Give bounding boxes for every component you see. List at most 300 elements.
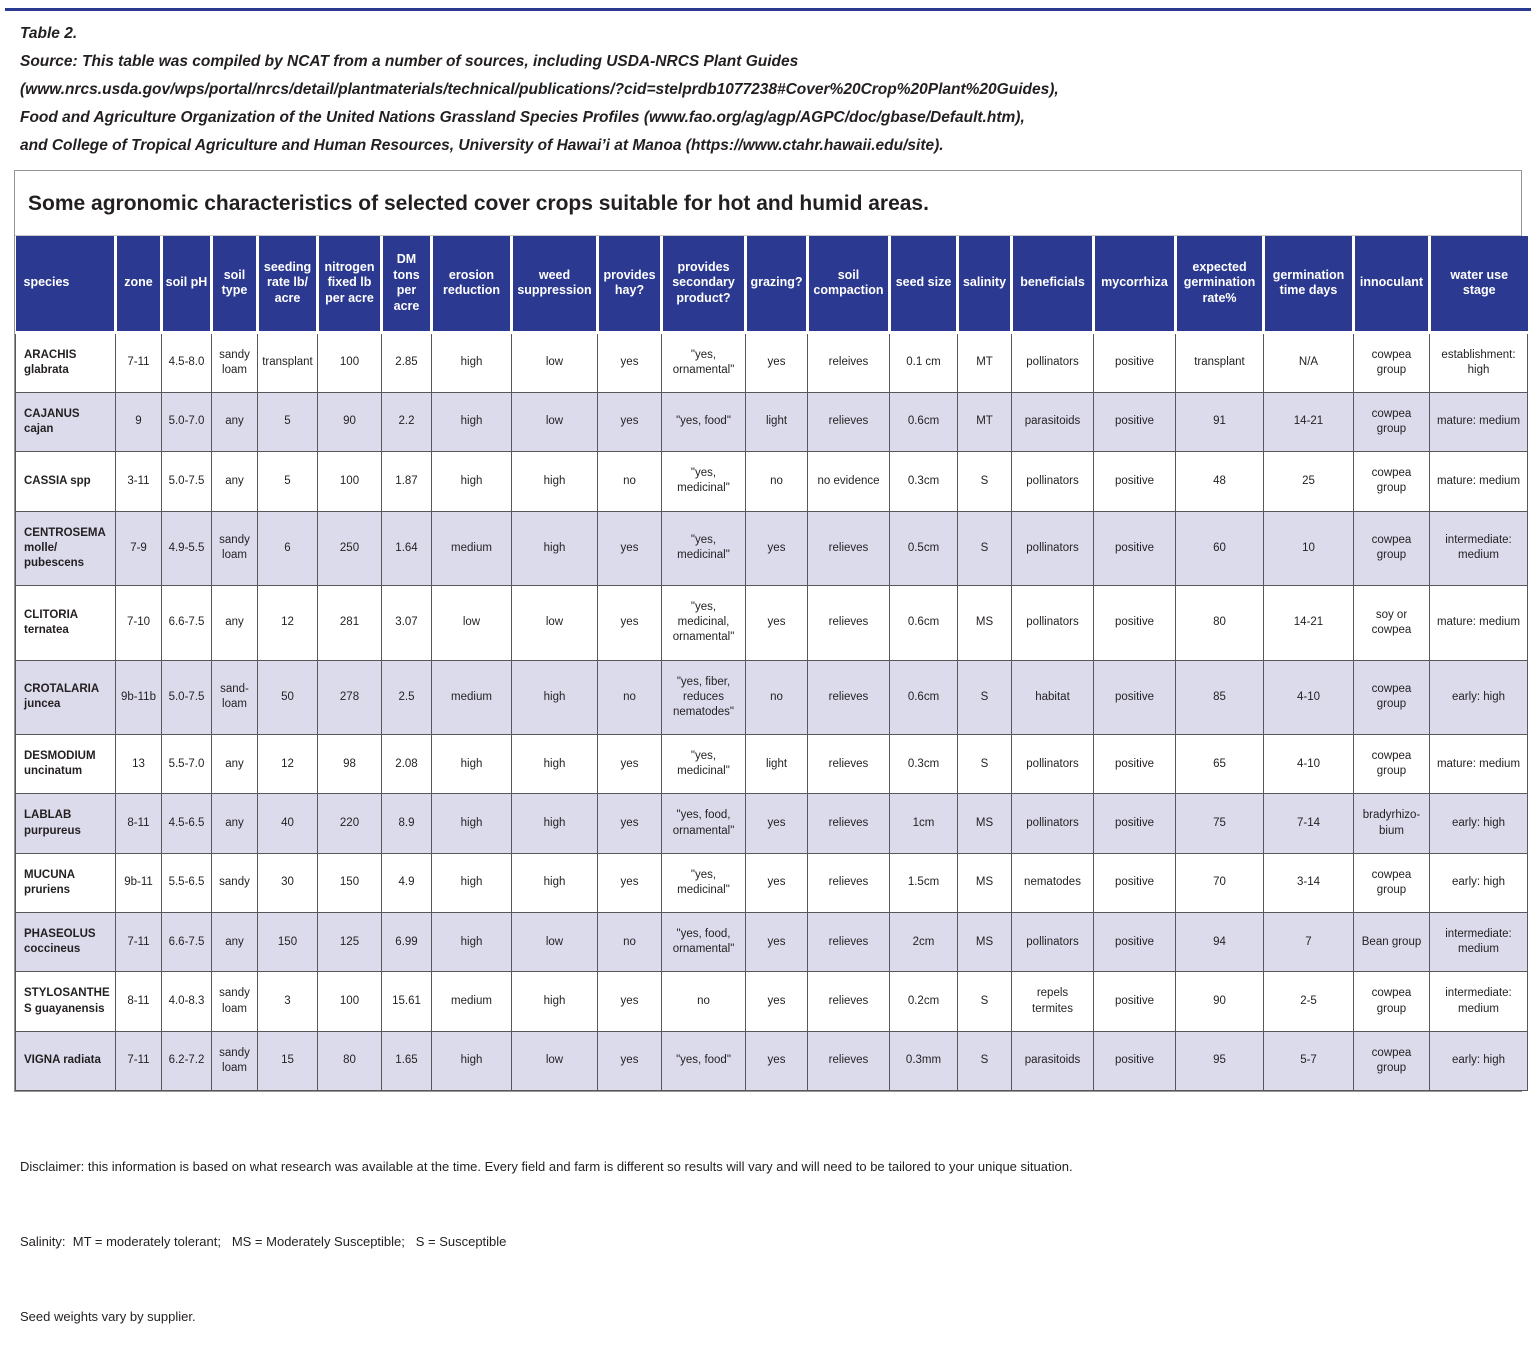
data-cell: transplant [258,332,318,392]
data-cell: MS [958,853,1012,912]
data-cell: 6 [258,511,318,586]
data-cell: any [212,913,258,972]
data-cell: positive [1094,913,1176,972]
data-cell: low [512,1031,598,1090]
data-cell: 50 [258,660,318,735]
data-cell: 0.6cm [890,586,958,661]
data-cell: "yes, medicinal" [662,452,746,511]
data-cell: positive [1094,735,1176,794]
table-row [16,853,1528,912]
data-cell: 48 [1176,452,1264,511]
data-cell: soy or cowpea [1354,586,1430,661]
data-cell: early: high [1430,660,1528,735]
data-cell: low [432,586,512,661]
data-cell: low [512,586,598,661]
data-cell: "yes, medicinal" [662,853,746,912]
data-cell: 5 [258,452,318,511]
data-cell: 281 [318,586,382,661]
data-cell: 8-11 [116,972,162,1031]
data-cell: relieves [808,913,890,972]
data-cell: 0.2cm [890,972,958,1031]
column-header: grazing? [746,236,808,332]
data-cell: 80 [318,1031,382,1090]
document-header [20,20,1516,160]
data-cell: positive [1094,452,1176,511]
salinity-key-note: Salinity: MT = moderately tolerant; MS = Moderately Susceptible; S = Susceptible [20,1234,507,1250]
data-cell: pollinators [1012,452,1094,511]
data-cell: 7 [1264,913,1354,972]
data-cell: pollinators [1012,586,1094,661]
data-cell: "yes, medicinal" [662,735,746,794]
data-cell: 220 [318,794,382,853]
data-cell: sandy loam [212,511,258,586]
data-cell: yes [746,913,808,972]
data-cell: 94 [1176,913,1264,972]
data-cell: yes [746,794,808,853]
data-cell: mature: medium [1430,392,1528,451]
data-cell: any [212,735,258,794]
data-cell: cowpea group [1354,735,1430,794]
data-cell: 90 [1176,972,1264,1031]
data-cell: "yes, ornamental" [662,332,746,392]
data-cell: cowpea group [1354,972,1430,1031]
data-cell: 10 [1264,511,1354,586]
data-cell: "yes, food" [662,1031,746,1090]
data-cell: positive [1094,853,1176,912]
data-cell: 70 [1176,853,1264,912]
data-cell: cowpea group [1354,392,1430,451]
data-cell: 4.9-5.5 [162,511,212,586]
data-cell: S [958,1031,1012,1090]
data-cell: "yes, fiber, reduces nematodes" [662,660,746,735]
data-cell: positive [1094,794,1176,853]
data-cell: 0.6cm [890,660,958,735]
column-header: weed suppression [512,236,598,332]
data-cell: yes [598,794,662,853]
data-cell: any [212,452,258,511]
data-cell: 4-10 [1264,735,1354,794]
data-cell: bradyrhizo- bium [1354,794,1430,853]
data-cell: 95 [1176,1031,1264,1090]
data-cell: relieves [808,853,890,912]
data-cell: 1.87 [382,452,432,511]
cover-crops-table [15,236,1528,1091]
data-cell: any [212,586,258,661]
data-cell: 0.6cm [890,392,958,451]
data-cell: high [512,452,598,511]
data-cell: "yes, medicinal" [662,511,746,586]
data-cell: mature: medium [1430,735,1528,794]
data-cell: 40 [258,794,318,853]
data-cell: positive [1094,332,1176,392]
data-cell: "yes, food, ornamental" [662,913,746,972]
data-cell: 1cm [890,794,958,853]
data-cell: yes [746,586,808,661]
data-cell: positive [1094,1031,1176,1090]
table-row [16,1031,1528,1090]
data-cell: 125 [318,913,382,972]
data-cell: high [512,972,598,1031]
table-label: Table 2. [20,25,78,42]
data-cell: 12 [258,735,318,794]
column-header: water use stage [1430,236,1528,332]
data-cell: high [512,794,598,853]
data-cell: yes [598,392,662,451]
data-cell: yes [598,1031,662,1090]
data-cell: 5 [258,392,318,451]
data-cell: 25 [1264,452,1354,511]
data-cell: positive [1094,972,1176,1031]
data-cell: yes [746,972,808,1031]
data-cell: 91 [1176,392,1264,451]
column-header: salinity [958,236,1012,332]
species-cell: VIGNA radiata [16,1031,116,1090]
species-cell: DESMODIUM uncinatum [16,735,116,794]
data-cell: yes [598,853,662,912]
data-cell: "yes, medicinal, ornamental" [662,586,746,661]
data-cell: 90 [318,392,382,451]
data-cell: 60 [1176,511,1264,586]
data-cell: 1.5cm [890,853,958,912]
species-cell: CASSIA spp [16,452,116,511]
data-cell: 0.1 cm [890,332,958,392]
data-cell: pollinators [1012,913,1094,972]
data-cell: pollinators [1012,794,1094,853]
data-cell: cowpea group [1354,332,1430,392]
data-cell: yes [598,586,662,661]
species-cell: STYLOSANTHES guayanensis [16,972,116,1031]
data-cell: 100 [318,332,382,392]
source-line: Source: This table was compiled by NCAT from a number of sources, including USDA-NRCS Plant Guides [20,53,799,70]
data-cell: no [746,660,808,735]
data-cell: no [598,913,662,972]
data-cell: 5.5-6.5 [162,853,212,912]
data-cell: mature: medium [1430,586,1528,661]
data-cell: S [958,735,1012,794]
data-cell: low [512,392,598,451]
data-cell: 3-14 [1264,853,1354,912]
data-cell: 8-11 [116,794,162,853]
data-cell: 2-5 [1264,972,1354,1031]
data-cell: relieves [808,1031,890,1090]
data-cell: Bean group [1354,913,1430,972]
data-cell: cowpea group [1354,660,1430,735]
data-cell: 5.0-7.5 [162,660,212,735]
column-header: zone [116,236,162,332]
data-cell: 7-9 [116,511,162,586]
data-cell: 6.6-7.5 [162,586,212,661]
data-cell: no [598,452,662,511]
document-footer [20,1104,1516,1354]
data-cell: positive [1094,660,1176,735]
data-cell: parasitoids [1012,392,1094,451]
column-header: innoculant [1354,236,1430,332]
table-row [16,972,1528,1031]
data-cell: MT [958,392,1012,451]
data-cell: light [746,735,808,794]
data-cell: 30 [258,853,318,912]
column-header: species [16,236,116,332]
data-cell: sandy loam [212,332,258,392]
table-row [16,392,1528,451]
data-cell: S [958,511,1012,586]
data-cell: yes [598,332,662,392]
data-cell: 0.3mm [890,1031,958,1090]
data-cell: 13 [116,735,162,794]
data-cell: 65 [1176,735,1264,794]
column-header: soil compaction [808,236,890,332]
data-cell: yes [746,853,808,912]
data-cell: intermediate: medium [1430,511,1528,586]
table-row [16,913,1528,972]
data-cell: 6.99 [382,913,432,972]
data-cell: 15.61 [382,972,432,1031]
data-cell: 7-10 [116,586,162,661]
data-cell: high [512,511,598,586]
column-header: provides hay? [598,236,662,332]
data-cell: yes [746,332,808,392]
data-cell: 6.2-7.2 [162,1031,212,1090]
data-cell: early: high [1430,1031,1528,1090]
data-cell: 2cm [890,913,958,972]
data-cell: 100 [318,972,382,1031]
data-cell: 4.5-6.5 [162,794,212,853]
data-cell: 278 [318,660,382,735]
data-cell: medium [432,511,512,586]
species-cell: MUCUNA pruriens [16,853,116,912]
data-cell: pollinators [1012,735,1094,794]
column-header: beneficials [1012,236,1094,332]
data-cell: S [958,452,1012,511]
data-cell: 150 [318,853,382,912]
data-cell: yes [598,735,662,794]
source-line: and College of Tropical Agriculture and Human Resources, University of Hawai’i at Manoa (https://www.ctahr.hawaii.edu/site). [20,137,944,154]
data-cell: 150 [258,913,318,972]
data-cell: high [432,735,512,794]
data-cell: high [512,660,598,735]
species-cell: PHASEOLUS coccineus [16,913,116,972]
data-cell: relieves [808,660,890,735]
table-row [16,586,1528,661]
data-cell: cowpea group [1354,1031,1430,1090]
data-cell: 3 [258,972,318,1031]
data-cell: 7-11 [116,1031,162,1090]
data-cell: light [746,392,808,451]
data-cell: N/A [1264,332,1354,392]
data-cell: no [662,972,746,1031]
data-cell: 4-10 [1264,660,1354,735]
species-cell: CENTROSEMA molle/ pubescens [16,511,116,586]
data-cell: high [432,332,512,392]
data-cell: 2.5 [382,660,432,735]
species-cell: CROTALARIA juncea [16,660,116,735]
data-cell: pollinators [1012,332,1094,392]
column-header: germination time days [1264,236,1354,332]
data-cell: yes [746,511,808,586]
data-cell: positive [1094,392,1176,451]
data-cell: early: high [1430,853,1528,912]
data-cell: high [432,392,512,451]
table-row [16,452,1528,511]
data-cell: no [746,452,808,511]
column-header: mycorrhiza [1094,236,1176,332]
data-cell: relieves [808,511,890,586]
data-cell: 7-11 [116,913,162,972]
data-cell: positive [1094,586,1176,661]
data-cell: 5.0-7.0 [162,392,212,451]
data-cell: 85 [1176,660,1264,735]
data-cell: relieves [808,586,890,661]
data-cell: pollinators [1012,511,1094,586]
data-cell: intermediate: medium [1430,913,1528,972]
data-cell: S [958,660,1012,735]
column-header: nitrogen fixed lb per acre [318,236,382,332]
species-cell: LABLAB purpureus [16,794,116,853]
data-cell: mature: medium [1430,452,1528,511]
data-cell: 15 [258,1031,318,1090]
data-cell: low [512,332,598,392]
data-cell: 250 [318,511,382,586]
data-cell: cowpea group [1354,511,1430,586]
column-header: seeding rate lb/ acre [258,236,318,332]
data-cell: early: high [1430,794,1528,853]
data-cell: 4.9 [382,853,432,912]
data-cell: 4.5-8.0 [162,332,212,392]
data-cell: repels termites [1012,972,1094,1031]
table-row [16,735,1528,794]
data-cell: 2.85 [382,332,432,392]
data-cell: 8.9 [382,794,432,853]
data-cell: any [212,794,258,853]
data-cell: 0.5cm [890,511,958,586]
column-header: expected germination rate% [1176,236,1264,332]
data-cell: "yes, food, ornamental" [662,794,746,853]
data-cell: 9 [116,392,162,451]
data-cell: high [432,1031,512,1090]
data-cell: 75 [1176,794,1264,853]
data-cell: 2.2 [382,392,432,451]
data-cell: high [512,853,598,912]
column-header: seed size [890,236,958,332]
top-rule [5,8,1531,11]
data-cell: no evidence [808,452,890,511]
table-row [16,794,1528,853]
data-cell: 3-11 [116,452,162,511]
data-cell: high [432,913,512,972]
data-cell: medium [432,660,512,735]
data-cell: releives [808,332,890,392]
data-cell: nematodes [1012,853,1094,912]
data-cell: cowpea group [1354,452,1430,511]
data-cell: high [512,735,598,794]
data-cell: 0.3cm [890,735,958,794]
data-cell: 9b-11 [116,853,162,912]
data-cell: 2.08 [382,735,432,794]
data-cell: yes [598,972,662,1031]
data-cell: sandy loam [212,972,258,1031]
data-cell: parasitoids [1012,1031,1094,1090]
seed-weights-note: Seed weights vary by supplier. [20,1309,196,1325]
table-container [14,170,1522,1092]
data-cell: 14-21 [1264,586,1354,661]
data-cell: 98 [318,735,382,794]
data-cell: 4.0-8.3 [162,972,212,1031]
header-row [16,236,1528,332]
data-cell: 1.64 [382,511,432,586]
data-cell: transplant [1176,332,1264,392]
data-cell: habitat [1012,660,1094,735]
data-cell: high [432,794,512,853]
data-cell: 3.07 [382,586,432,661]
table-title: Some agronomic characteristics of selected cover crops suitable for hot and humid areas. [15,171,1521,236]
data-cell: cowpea group [1354,853,1430,912]
data-cell: 12 [258,586,318,661]
species-cell: CAJANUS cajan [16,392,116,451]
data-cell: 9b-11b [116,660,162,735]
column-header: soil type [212,236,258,332]
data-cell: relieves [808,972,890,1031]
species-cell: CLITORIA ternatea [16,586,116,661]
data-cell: sand- loam [212,660,258,735]
data-cell: no [598,660,662,735]
data-cell: relieves [808,392,890,451]
data-cell: relieves [808,735,890,794]
data-cell: 5.0-7.5 [162,452,212,511]
data-cell: MS [958,913,1012,972]
data-cell: 100 [318,452,382,511]
data-cell: MS [958,586,1012,661]
data-cell: relieves [808,794,890,853]
source-line: Food and Agriculture Organization of the United Nations Grassland Species Profiles (www.fao.org/ag/agp/AGPC/doc/gbase/Default.htm), [20,109,1025,126]
data-cell: medium [432,972,512,1031]
data-cell: 6.6-7.5 [162,913,212,972]
table-row [16,332,1528,392]
data-cell: 14-21 [1264,392,1354,451]
data-cell: positive [1094,511,1176,586]
data-cell: 1.65 [382,1031,432,1090]
data-cell: 7-14 [1264,794,1354,853]
data-cell: establishment: high [1430,332,1528,392]
data-cell: high [432,452,512,511]
data-cell: 5.5-7.0 [162,735,212,794]
table-row [16,511,1528,586]
species-cell: ARACHIS glabrata [16,332,116,392]
data-cell: high [432,853,512,912]
data-cell: MS [958,794,1012,853]
data-cell: any [212,392,258,451]
data-cell: 0.3cm [890,452,958,511]
data-cell: sandy loam [212,1031,258,1090]
data-cell: 80 [1176,586,1264,661]
data-cell: 5-7 [1264,1031,1354,1090]
data-cell: sandy [212,853,258,912]
source-line: (www.nrcs.usda.gov/wps/portal/nrcs/detail/plantmaterials/technical/publications/?cid=stelprdb1077238#Cover%20Crop%20Plant%20Guides), [20,81,1059,98]
data-cell: S [958,972,1012,1031]
data-cell: yes [746,1031,808,1090]
table-row [16,660,1528,735]
data-cell: low [512,913,598,972]
data-cell: intermediate: medium [1430,972,1528,1031]
data-cell: yes [598,511,662,586]
column-header: soil pH [162,236,212,332]
column-header: provides secondary product? [662,236,746,332]
disclaimer-note: Disclaimer: this information is based on what research was available at the time. Every field and farm is different so results will vary and will need to be tailored to your unique situation. [20,1159,1073,1175]
column-header: erosion reduction [432,236,512,332]
data-cell: 7-11 [116,332,162,392]
column-header: DM tons per acre [382,236,432,332]
data-cell: "yes, food" [662,392,746,451]
data-cell: MT [958,332,1012,392]
